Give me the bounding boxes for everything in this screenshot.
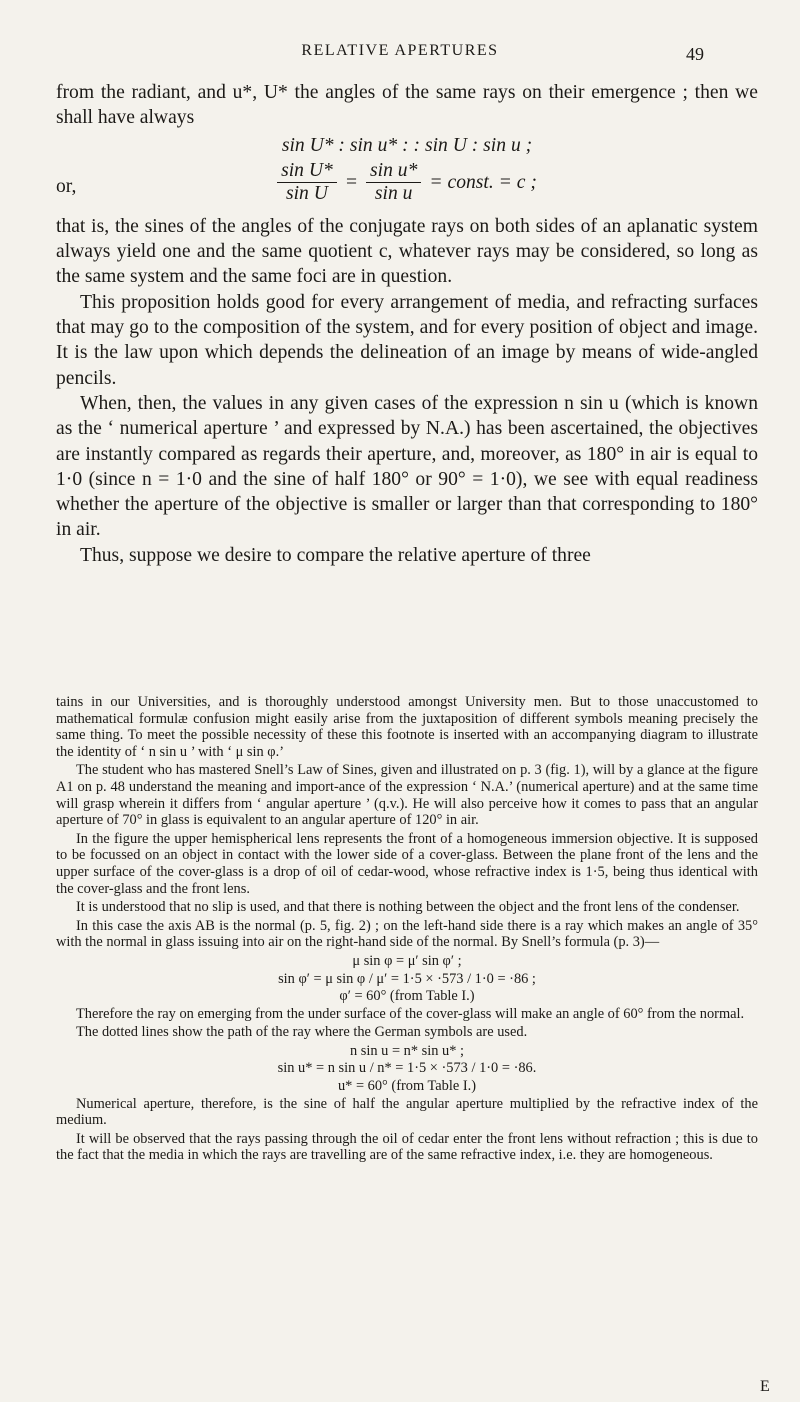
fraction-left-numerator: sin U* (277, 160, 337, 183)
footnote-para-7: The dotted lines show the path of the ray where the German symbols are used. (76, 1024, 528, 1041)
footnote-equation-3: φ′ = 60° (from Table I.) (339, 988, 475, 1005)
footnote-para-2: The student who has mastered Snell’s Law of Sines, given and illustrated on p. 3 (fig. 1), will by a glance at the figure A1 on p. 48 understand the meaning and import-ance of the expression ‘ N.A.’ (numerical aperture) and at the same time will grasp wherein it differs from ‘ angular aperture ’ (q.v.). He will also perceive how it comes to pass that an angular aperture of 70° in glass is equivalent to an angular aperture of 120° in air. (56, 762, 758, 829)
page-number: 49 (686, 44, 704, 64)
paragraph-1: from the radiant, and u*, U* the angles of the same rays on their emergence ; then we shall have always (56, 82, 758, 129)
footnote-equation-6: u* = 60° (from Table I.) (337, 1078, 477, 1095)
footnote-para-4: It is understood that no slip is used, and that there is nothing between the object and the front lens of the condenser. (76, 899, 740, 916)
footnote-para-8: Numerical aperture, therefore, is the sine of half the angular aperture multiplied by the refractive index of the medium. (56, 1095, 758, 1129)
running-head: RELATIVE APERTURES (301, 42, 499, 59)
footnote-para-3: In the figure the upper hemispherical lens represents the front of a homogeneous immersion objective. It is supposed to be focussed on an object in contact with the lower side of a cover-glass. Between the plane front of the lens and the upper surface of the cover-glass is a drop of oil of cedar-wood, whose refractive index is 1·5, being thus identical with the cover-glass and the front lens. (56, 830, 758, 897)
footnote-equation-1: μ sin φ = μ′ sin φ′ ; (352, 952, 462, 969)
footnote-para-9: It will be observed that the rays passing through the oil of cedar enter the front lens without refraction ; this is due to the fact that the media in which the rays are travelling are of the same refractive index, i.e. they are homogeneous. (56, 1130, 758, 1164)
equals-sign: = (344, 171, 359, 193)
footnote-para-1: tains in our Universities, and is thoroughly understood amongst University men. But to those unaccustomed to mathematical formulæ confusion might easily arise from the juxtaposition of different symbols meaning precisely the same thing. To meet the possible necessity of these this footnote is inserted with an accompanying diagram to illustrate the identity of ‘ n sin u ’ with ‘ μ sin φ.’ (56, 694, 758, 760)
footnote (56, 694, 758, 1166)
footnote-para-5: In this case the axis AB is the normal (p. 5, fig. 2) ; on the left-hand side there is a ray which makes an angle of 35° with the normal in glass issuing into air on the right-hand side of the normal. By Snell’s formula (p. 3)— (56, 917, 758, 951)
equation-1: sin U* : sin u* : : sin U : sin u ; (281, 134, 533, 156)
paragraph-3: This proposition holds good for every arrangement of media, and refracting surfaces that may go to the composition of the system, and for every position of object and image. It is the law upon which depends the delineation of an image by means of wide-angled pencils. (56, 291, 758, 389)
footnote-equation-5: sin u* = n sin u / n* = 1·5 × ·573 / 1·0 = ·86. (277, 1060, 537, 1077)
footnote-para-6: Therefore the ray on emerging from the under surface of the cover-glass will make an angle of 60° from the normal. (76, 1005, 745, 1022)
fraction-right-numerator: sin u* (366, 160, 421, 183)
equation-2-tail: = const. = c ; (429, 171, 537, 193)
equation-2-or: or, (56, 175, 77, 197)
main-text (56, 80, 758, 568)
footnote-equation-2: sin φ′ = μ sin φ / μ′ = 1·5 × ·573 / 1·0 = ·86 ; (278, 970, 536, 987)
fraction-left (277, 160, 337, 205)
equation-2 (56, 160, 758, 214)
footnote-equation-4: n sin u = n* sin u* ; (349, 1042, 465, 1059)
fraction-right (366, 160, 421, 205)
page-header (0, 42, 800, 70)
paragraph-5: Thus, suppose we desire to compare the relative aperture of three (80, 544, 591, 566)
fraction-right-denominator: sin u (374, 182, 413, 204)
paragraph-4: When, then, the values in any given cases of the expression n sin u (which is known as the ‘ numerical aperture ’ and expressed by N.A.) has been ascertained, the objectives are instantly compared as regards their aperture, and, moreover, as 180° in air is equal to 1·0 (since n = 1·0 and the sine of half 180° or 90° = 1·0), we see with equal readiness whether the aperture of the objective is smaller or larger than that corresponding to 180° in air. (56, 392, 758, 541)
signature-mark: E (760, 1378, 770, 1395)
fraction-left-denominator: sin U (285, 182, 328, 204)
equation-2-body (56, 160, 758, 205)
paragraph-2: that is, the sines of the angles of the conjugate rays on both sides of an aplanatic system always yield one and the same quotient c, whatever rays may be considered, so long as the same system and the same foci are in question. (56, 215, 758, 288)
